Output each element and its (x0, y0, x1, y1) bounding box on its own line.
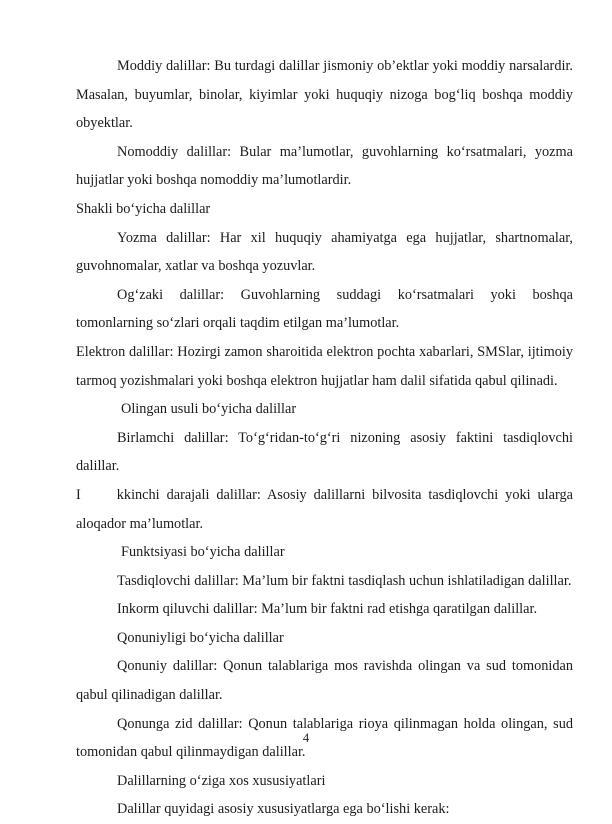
paragraph-ikkinchi-darajali-dalillar (76, 481, 577, 538)
paragraph-tasdiqlovchi-dalillar: Tasdiqlovchi dalillar: Ma’lum bir faktni tasdiqlash uchun ishlatiladigan dalillar. (117, 572, 572, 589)
paragraph-dalillar-quyidagi-asosiy-xususiyatlar: Dalillar quyidagi asosiy xususiyatlarga ega bo‘lishi kerak: (117, 801, 450, 818)
heading-funktsiyasi-boyicha-dalillar: Funktsiyasi bo‘yicha dalillar (121, 544, 285, 561)
paragraph-inkorm-qiluvchi-dalillar: Inkorm qiluvchi dalillar: Ma’lum bir faktni rad etishga qaratilgan dalillar. (117, 601, 538, 618)
paragraph-elektron-dalillar: Elektron dalillar: Hozirgi zamon sharoitida elektron pochta xabarlari, SMSlar, ijtimoiy tarmoq yozishmalari yoki boshqa elektron hujjatlar ham dalil sifatida qabul qilinadi. (76, 343, 577, 389)
paragraph-qonunga-zid-dalillar: Qonunga zid dalillar: Qonun talablariga rioya qilinmagan holda olingan, sud tomonidan qabul qilinmaydigan dalillar. (76, 715, 577, 761)
heading-qonuniyligi-boyicha-dalillar: Qonuniyligi bo‘yicha dalillar (117, 629, 284, 646)
page-number: 4 (302, 731, 310, 745)
document-text-body (76, 52, 577, 824)
paragraph-ogzaki-dalillar: Og‘zaki dalillar: Guvohlarning suddagi ko‘rsatmalari yoki boshqa tomonlarning so‘zlari orqali taqdim etilgan ma’lumotlar. (76, 286, 577, 332)
paragraph-ikkinchi-darajali-dalillar-body: kkinchi darajali dalillar: Asosiy dalillarni bilvosita tasdiqlovchi yoki ularga aloqador ma’lumotlar. (76, 486, 577, 532)
heading-olingan-usuli-boyicha-dalillar: Olingan usuli bo‘yicha dalillar (121, 401, 297, 418)
paragraph-nomoddiy-dalillar: Nomoddiy dalillar: Bular ma’lumotlar, guvohlarning ko‘rsatmalari, yozma hujjatlar yoki boshqa nomoddiy ma’lumotlardir. (76, 143, 577, 189)
paragraph-qonuniy-dalillar: Qonuniy dalillar: Qonun talablariga mos ravishda olingan va sud tomonidan qabul qilinadigan dalillar. (76, 658, 577, 704)
paragraph-birlamchi-dalillar: Birlamchi dalillar: To‘g‘ridan-to‘g‘ri nizoning asosiy faktini tasdiqlovchi dalillar. (76, 429, 577, 475)
heading-dalillarning-oziga-xos-xususiyatlari: Dalillarning o‘ziga xos xususiyatlari (117, 772, 326, 789)
paragraph-lead-character: I (76, 486, 81, 503)
paragraph-moddiy-dalillar: Moddiy dalillar: Bu turdagi dalillar jismoniy ob’ektlar yoki moddiy narsalardir. Masalan, buyumlar, binolar, kiyimlar yoki huquqiy nizoga bog‘liq boshqa moddiy obyektlar. (76, 58, 577, 132)
heading-shakli-boyicha-dalillar: Shakli bo‘yicha dalillar (76, 200, 211, 217)
paragraph-yozma-dalillar: Yozma dalillar: Har xil huquqiy ahamiyatga ega hujjatlar, shartnomalar, guvohnomalar, xatlar va boshqa yozuvlar. (76, 229, 577, 275)
